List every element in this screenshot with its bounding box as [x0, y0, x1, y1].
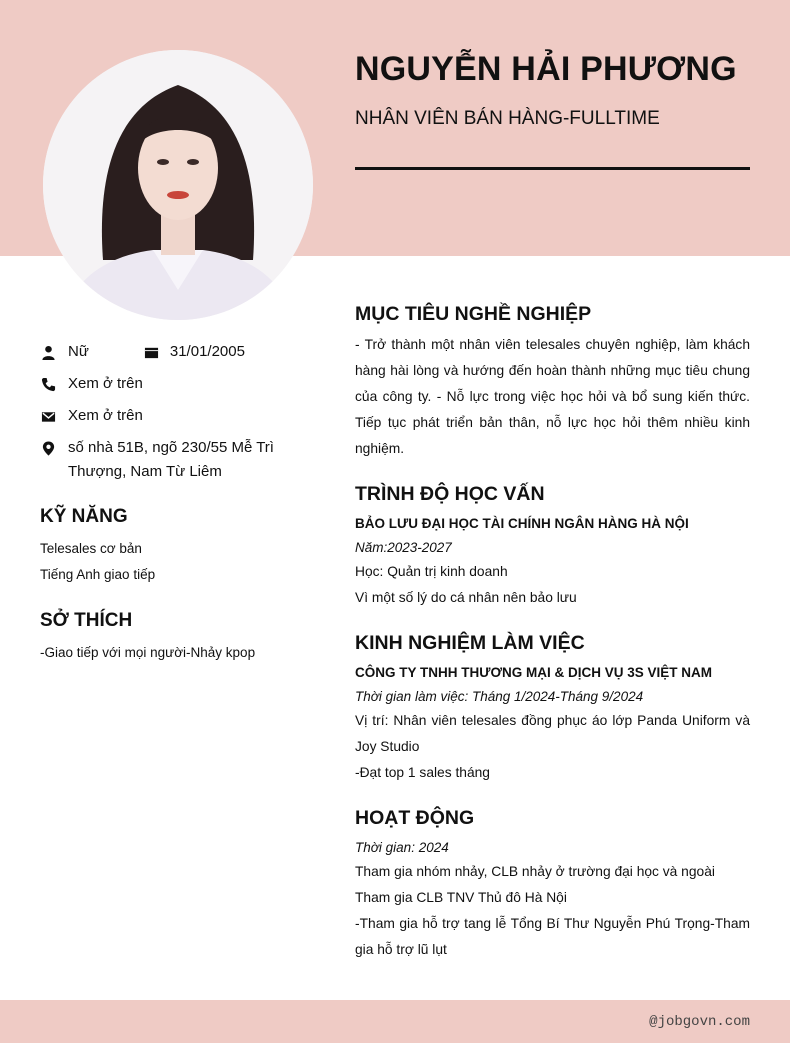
experience-line: -Đạt top 1 sales tháng [355, 765, 490, 780]
activities-period: Thời gian: 2024 [355, 840, 449, 855]
phone: Xem ở trên [68, 375, 143, 392]
skill-item: Telesales cơ bản [40, 541, 142, 556]
experience-line: Vị trí: Nhân viên telesales đồng phục áo lớp Panda Uniform và Joy Studio [355, 713, 750, 754]
location-pin-icon [40, 436, 56, 460]
mail-icon [40, 404, 56, 428]
avatar [43, 50, 313, 320]
calendar-icon [144, 340, 160, 364]
birthdate: 31/01/2005 [169, 343, 245, 360]
address: số nhà 51B, ngõ 230/55 Mễ Trì Thượng, Nam Từ Liêm [68, 439, 274, 480]
gender-birthdate-row [40, 340, 310, 364]
education-heading: TRÌNH ĐỘ HỌC VẤN [355, 483, 545, 505]
address-row [40, 436, 310, 484]
hobbies-heading: SỞ THÍCH [40, 610, 133, 631]
experience-section [355, 627, 750, 786]
objective-heading: MỤC TIÊU NGHỀ NGHIỆP [355, 303, 592, 325]
footer-watermark: @jobgovn.com [649, 1014, 750, 1030]
skill-item: Tiếng Anh giao tiếp [40, 567, 156, 582]
gender: Nữ [68, 343, 89, 360]
activity-line: Tham gia nhóm nhảy, CLB nhảy ở trường đại học và ngoài [355, 864, 715, 879]
birthdate-group [144, 340, 245, 364]
job-position: NHÂN VIÊN BÁN HÀNG-FULLTIME [355, 108, 660, 129]
education-line: Học: Quản trị kinh doanh [355, 564, 508, 579]
company-name: CÔNG TY TNHH THƯƠNG MẠI & DỊCH VỤ 3S VIỆT NAM [355, 665, 712, 680]
title-divider [355, 167, 750, 170]
objective-section [355, 298, 750, 462]
education-line: Vì một số lý do cá nhân nên bảo lưu [355, 590, 577, 605]
activities-heading: HOẠT ĐỘNG [355, 807, 475, 829]
objective-text: - Trở thành một nhân viên telesales chuyên nghiệp, làm khách hàng hài lòng và hướng đến hoàn thành những mục tiêu chung của công ty. - Nỗ lực trong việc học hỏi và bổ sung kiến thức. Tiếp tục phát triển bản thân, nỗ lực học hỏi thêm nhiều kinh nghiệm. [355, 337, 750, 456]
right-column [355, 298, 750, 979]
hobby-item: -Giao tiếp với mọi người-Nhảy kpop [40, 645, 256, 660]
person-icon [40, 340, 56, 364]
candidate-name: NGUYỄN HẢI PHƯƠNG [355, 50, 737, 88]
education-period: Năm:2023-2027 [355, 540, 452, 555]
profile-photo [43, 50, 313, 320]
left-column [40, 340, 310, 666]
phone-row [40, 372, 310, 396]
footer-band [0, 1000, 790, 1043]
school-name: BẢO LƯU ĐẠI HỌC TÀI CHÍNH NGÂN HÀNG HÀ NỘI [355, 516, 689, 531]
experience-heading: KINH NGHIỆM LÀM VIỆC [355, 632, 585, 654]
education-section [355, 478, 750, 611]
email: Xem ở trên [68, 407, 143, 424]
experience-period: Thời gian làm việc: Tháng 1/2024-Tháng 9/2024 [355, 689, 644, 704]
activity-line: Tham gia CLB TNV Thủ đô Hà Nội [355, 890, 567, 905]
phone-icon [40, 372, 56, 396]
activity-line: -Tham gia hỗ trợ tang lễ Tổng Bí Thư Nguyễn Phú Trọng-Tham gia hỗ trợ lũ lụt [355, 916, 750, 957]
skills-heading: KỸ NĂNG [40, 506, 128, 527]
email-row [40, 404, 310, 428]
activities-section [355, 802, 750, 963]
